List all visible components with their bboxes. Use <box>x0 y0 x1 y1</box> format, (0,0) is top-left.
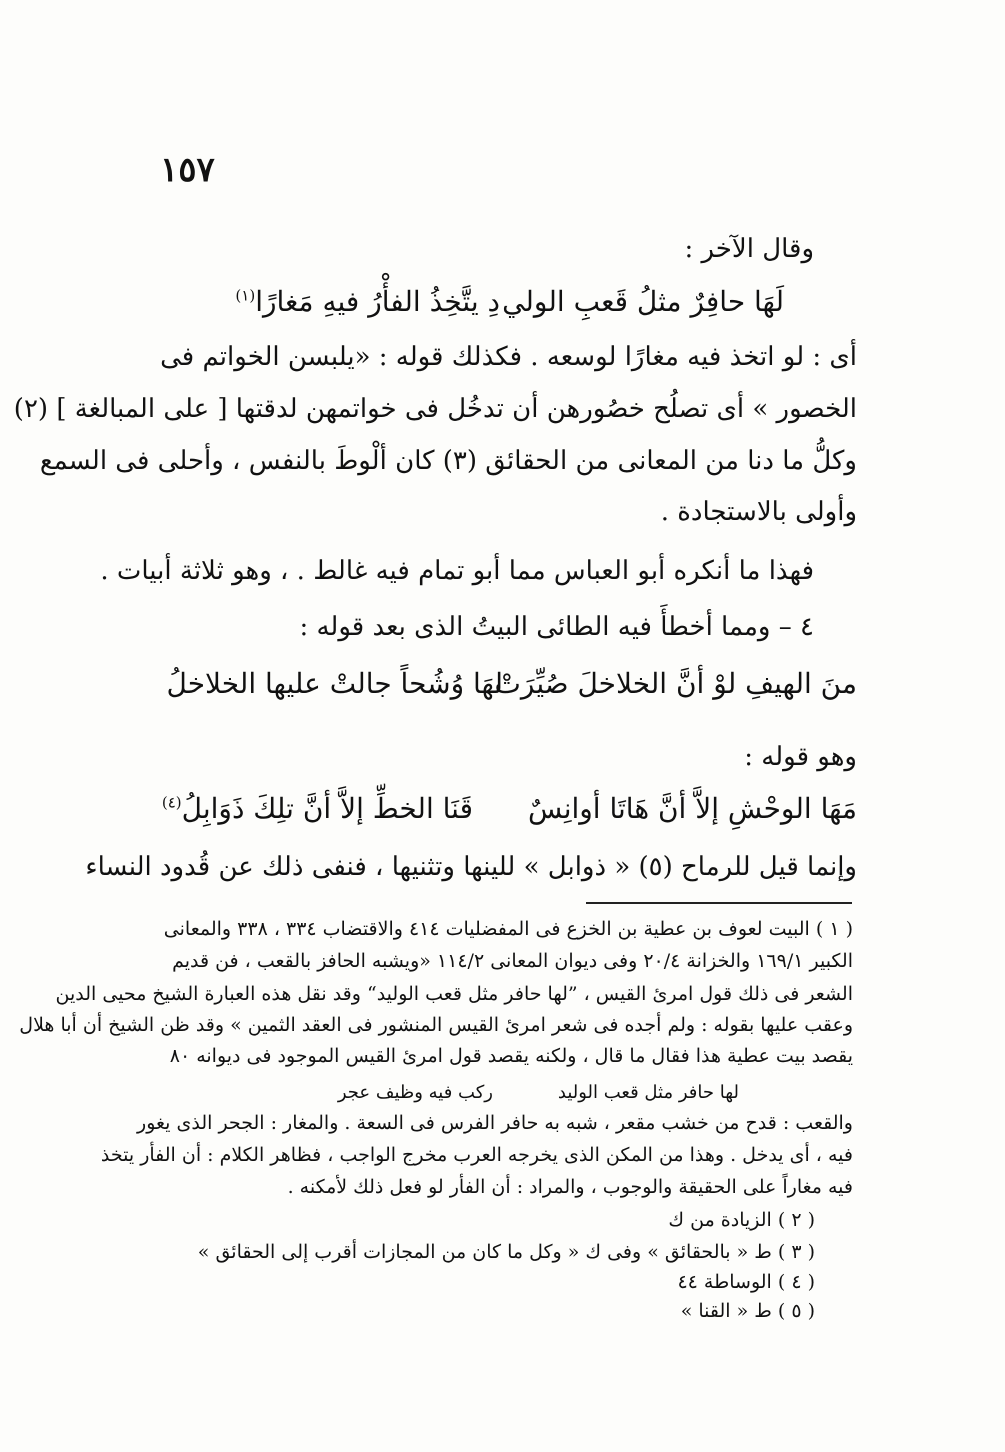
paragraph-line: الخصور » أى تصلُح خصُورهن أن تدخُل فى خواتمهن لدقتها [ على المبالغة ] (٢) <box>13 394 857 424</box>
footnote-ref-1: (١) <box>235 286 256 305</box>
verse-1-hemistich-b-text: دِ يتَّخِذُ الفأْرُ فيهِ مَغارًا <box>255 285 500 318</box>
paragraph-line: وكلُّ ما دنا من المعانى من الحقائق (٣) كان ألْوطَ بالنفس ، وأحلى فى السمع <box>39 446 857 476</box>
footnote-3: ( ٣ ) ط « بالحقائق » وفى ك « وكل ما كان من المجازات أقرب إلى الحقائق » <box>197 1241 815 1263</box>
paragraph-line: وإنما قيل للرماح (٥) « ذوابل » للينها وتثنيها ، فنفى ذلك عن قُدود النساء <box>85 852 857 882</box>
footnote-ref-4: (٤) <box>161 793 182 812</box>
verse-1-hemistich-b <box>235 285 500 318</box>
verse-intro: وهو قوله : <box>744 742 857 772</box>
section-heading-line: ٤ – ومما أخطأَ فيه الطائى البيتُ الذى بعد قوله : <box>299 612 814 642</box>
verse-2-hemistich-a: منَ الهيفِ لوْ أنَّ الخلاخلَ صُيِّرَتْ <box>494 667 857 700</box>
footnote-1-line: والقعب : قدح من خشب مقعر ، شبه به حافر الفرس فى السعة . والمغار : الجحر الذى يغور <box>137 1112 853 1134</box>
verse-3-hemistich-b <box>162 792 473 825</box>
footnote-5: ( ٥ ) ط « القنا » <box>680 1300 815 1322</box>
footnote-1-line: الكبير ١٦٩/١ والخزانة ٢٠/٤ وفى ديوان المعانى ١١٤/٢ «ويشبه الحافز بالقعب ، فن قديم <box>172 950 853 972</box>
footnote-1-line: فيه ، أى يدخل . وهذا من المكن الذى يخرجه العرب مخرج الواجب ، فظاهر الكلام : أن الفأر يتخذ <box>100 1144 853 1166</box>
footnote-1-line: يقصد بيت عطية هذا فقال ما قال ، ولكنه يقصد قول امرئ القيس الموجود فى ديوانه ٨٠ <box>169 1045 853 1067</box>
footnote-2: ( ٢ ) الزيادة من ك <box>668 1209 815 1231</box>
footnote-verse-hemistich-a: لها حافر مثل قعب الوليد <box>557 1082 739 1103</box>
verse-3-hemistich-b-text: قَنَا الخطِّ إلاَّ أنَّ تلِكَ ذَوَابِلُ <box>181 792 473 825</box>
footnote-4: ( ٤ ) الوساطة ٤٤ <box>677 1271 815 1293</box>
paragraph-line: وأولى بالاستجادة . <box>660 497 857 527</box>
page-number: ١٥٧ <box>160 150 215 190</box>
verse-2-hemistich-b: لهَا وُشُحاً جالتْ عليها الخلاخلُ <box>166 667 503 700</box>
verse-3-hemistich-a: مَهَا الوحْشِ إلاَّ أنَّ هَاتَا أوانِسٌ <box>528 792 857 825</box>
footnote-1-line: ( ١ ) البيت لعوف بن عطية بن الخزع فى المفضليات ٤١٤ والاقتضاب ٣٣٤ ، ٣٣٨ والمعانى <box>163 918 853 940</box>
footnote-1-line: فيه مغاراً على الحقيقة والوجوب ، والمراد : أن الفأر لو فعل ذلك لأمكنه . <box>287 1176 853 1198</box>
paragraph-line: أى : لو اتخذ فيه مغارًا لوسعه . فكذلك قوله : «يلبسن الخواتم فى <box>160 342 857 372</box>
footnote-verse-hemistich-b: ركب فيه وظيف عجر <box>337 1082 493 1103</box>
verse-1-hemistich-a: لَهَا حافِرٌ مثلُ قَعبِ الولي <box>502 285 784 318</box>
verse-intro: وقال الآخر : <box>684 234 814 264</box>
paragraph-line: فهذا ما أنكره أبو العباس مما أبو تمام فيه غالط . ، وهو ثلاثة أبيات . <box>100 556 814 586</box>
footnote-1-line: وعقب عليها بقوله : ولم أجده فى شعر امرئ القيس المنشور فى العقد الثمين » وقد ظن الشيخ أن أبا هلال <box>19 1014 853 1036</box>
footnote-1-line: الشعر فى ذلك قول امرئ القيس ، ”لها حافر مثل قعب الوليد“ وقد نقل هذه العبارة الشيخ محيى الدين <box>55 983 853 1005</box>
footnote-divider <box>586 902 852 904</box>
